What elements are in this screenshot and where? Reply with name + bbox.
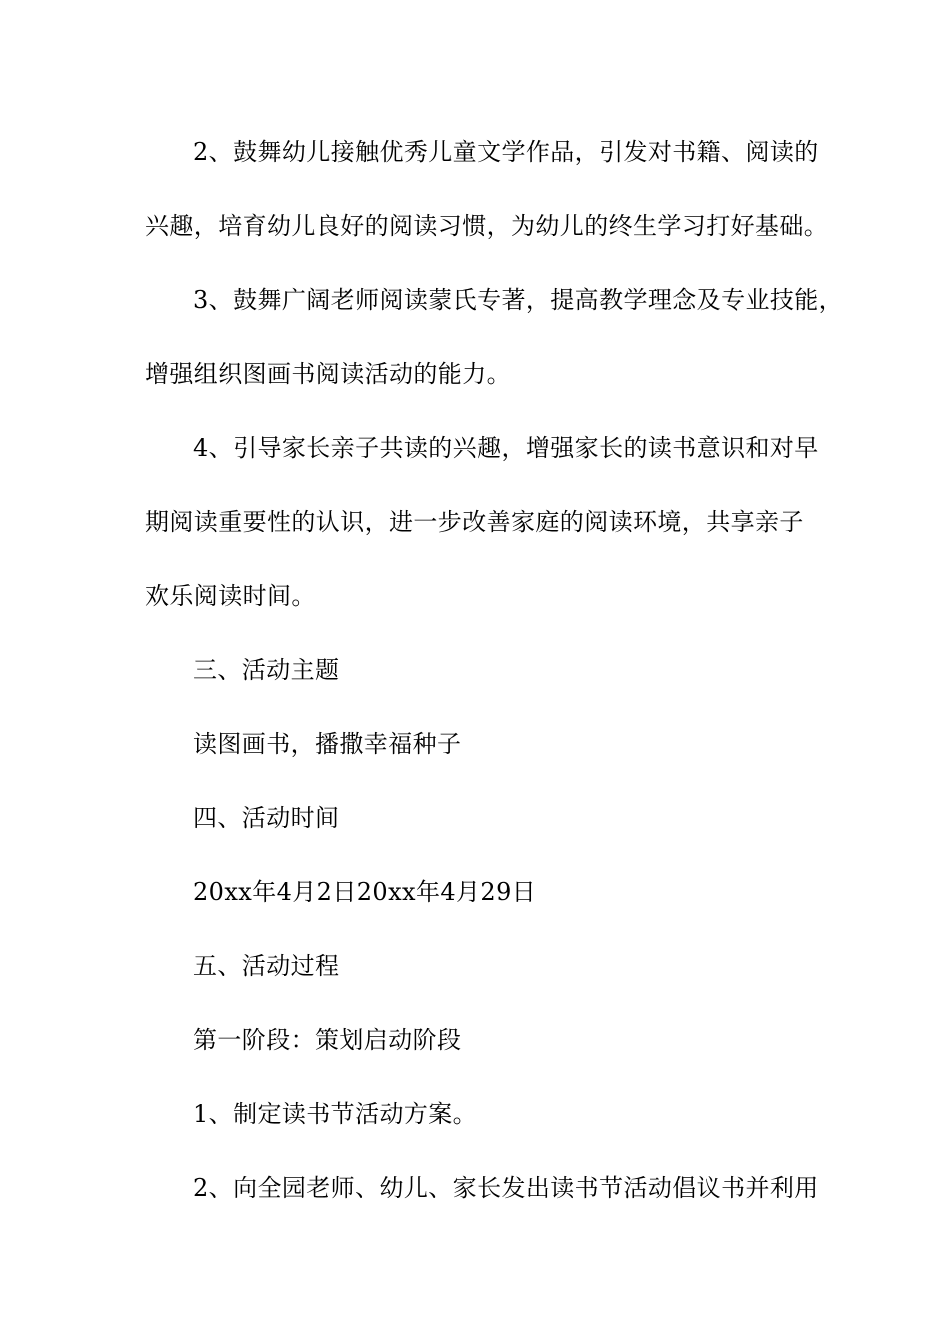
theme-text: 读图画书，播撒幸福种子 — [193, 730, 462, 758]
time-text: 20xx年4月2日20xx年4月29日 — [193, 878, 537, 906]
paragraph-3-line-1: 3、鼓舞广阔老师阅读蒙氏专著，提高教学理念及专业技能， — [193, 286, 844, 314]
stage-one-heading: 第一阶段：策划启动阶段 — [193, 1026, 462, 1054]
paragraph-2-line-2: 兴趣，培育幼儿良好的阅读习惯，为幼儿的终生学习打好基础。 — [145, 212, 829, 240]
paragraph-2-line-1: 2、鼓舞幼儿接触优秀儿童文学作品，引发对书籍、阅读的 — [193, 138, 819, 166]
paragraph-3-line-2: 增强组织图画书阅读活动的能力。 — [145, 360, 511, 388]
stage-one-item-2: 2、向全园老师、幼儿、家长发出读书节活动倡议书并利用 — [193, 1174, 819, 1202]
stage-one-item-1: 1、制定读书节活动方案。 — [193, 1100, 478, 1128]
paragraph-4-line-1: 4、引导家长亲子共读的兴趣，增强家长的读书意识和对早 — [193, 434, 819, 462]
section-heading-process: 五、活动过程 — [193, 952, 340, 980]
paragraph-4-line-3: 欢乐阅读时间。 — [145, 582, 316, 610]
paragraph-4-line-2: 期阅读重要性的认识，进一步改善家庭的阅读环境，共享亲子 — [145, 508, 804, 536]
section-heading-time: 四、活动时间 — [193, 804, 340, 832]
section-heading-theme: 三、活动主题 — [193, 656, 340, 684]
